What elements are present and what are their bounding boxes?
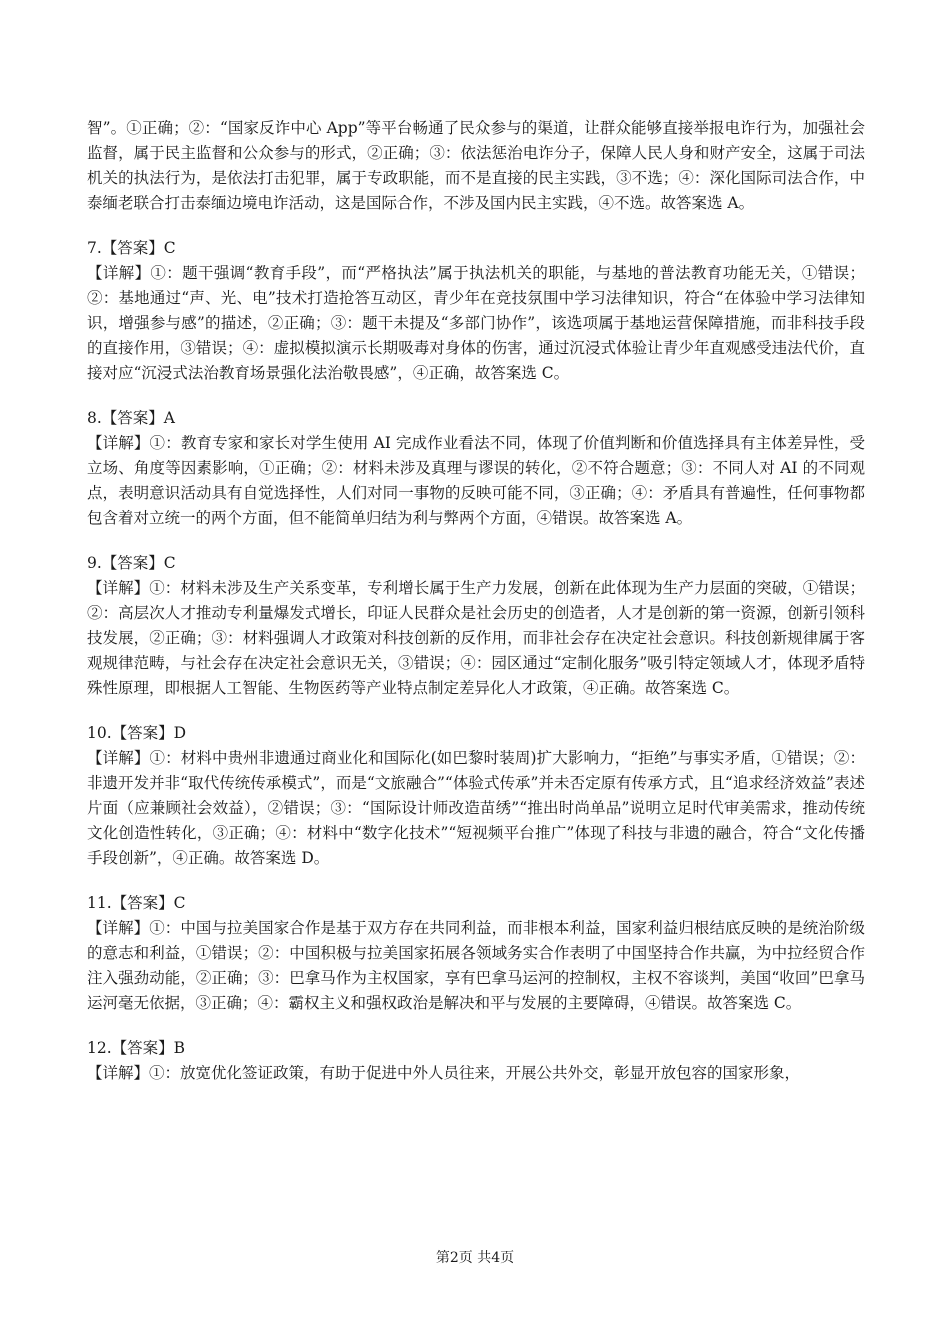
answer-block-9 — [87, 551, 865, 701]
answer-label: 9.【答案】C — [87, 554, 176, 572]
answer-label: 12.【答案】B — [87, 1039, 186, 1057]
answer-block-8 — [87, 406, 865, 531]
answer-label: 10.【答案】D — [87, 724, 187, 742]
answer-detail: 【详解】①：教育专家和家长对学生使用 AI 完成作业看法不同，体现了价值判断和价值选择具有主体差异性，受立场、角度等因素影响，①正确；②：材料未涉及真理与谬误的转化，②不符合题意；③：不同人对 AI 的不同观点，表明意识活动具有自觉选择性，人们对同一事物的反映可能不同，③正确；④：矛盾具有普遍性，任何事物都包含着对立统一的两个方面，但不能简单归结为利与弊两个方面，④错误。故答案选 A。 — [87, 434, 865, 527]
answer-label: 11.【答案】C — [87, 894, 186, 912]
answer-block-11 — [87, 891, 865, 1016]
answer-detail: 【详解】①：材料未涉及生产关系变革，专利增长属于生产力发展，创新在此体现为生产力层面的突破，①错误；②：高层次人才推动专利量爆发式增长，印证人民群众是社会历史的创造者，人才是创新的第一资源，创新引领科技发展，②正确；③：材料强调人才政策对科技创新的反作用，而非社会存在决定社会意识。科技创新规律属于客观规律范畴，与社会存在决定社会意识无关，③错误；④：园区通过“定制化服务”吸引特定领域人才，体现矛盾特殊性原理，即根据人工智能、生物医药等产业特点制定差异化人才政策，④正确。故答案选 C。 — [87, 579, 865, 697]
answer-block-10 — [87, 721, 865, 871]
answer-label: 8.【答案】A — [87, 409, 175, 427]
document-body — [87, 116, 865, 1086]
answer-block-12 — [87, 1036, 865, 1086]
answer-block-7 — [87, 236, 865, 386]
page-footer: 第2页 共4页 — [435, 1250, 515, 1266]
answer-detail: 【详解】①：中国与拉美国家合作是基于双方存在共同利益，而非根本利益，国家利益归根结底反映的是统治阶级的意志和利益，①错误；②：中国积极与拉美国家拓展各领域务实合作表明了中国坚持合作共赢，为中拉经贸合作注入强劲动能，②正确；③：巴拿马作为主权国家，享有巴拿马运河的控制权，主权不容谈判，美国“收回”巴拿马运河毫无依据，③正确；④：霸权主义和强权政治是解决和平与发展的主要障碍，④错误。故答案选 C。 — [87, 919, 865, 1012]
answer-detail: 【详解】①：题干强调“教育手段”，而“严格执法”属于执法机关的职能，与基地的普法教育功能无关，①错误；②：基地通过“声、光、电”技术打造抢答互动区，青少年在竞技氛围中学习法律知识，符合“在体验中学习法律知识，增强参与感”的描述，②正确；③：题干未提及“多部门协作”，该选项属于基地运营保障措施，而非科技手段的直接作用，③错误；④：虚拟模拟演示长期吸毒对身体的伤害，通过沉浸式体验让青少年直观感受违法代价，直接对应“沉浸式法治教育场景强化法治敬畏感”，④正确，故答案选 C。 — [87, 264, 865, 382]
answer-detail: 【详解】①：放宽优化签证政策，有助于促进中外人员往来，开展公共外交，彰显开放包容的国家形象， — [87, 1064, 801, 1082]
intro-paragraph: 智”。①正确；②：“国家反诈中心 App”等平台畅通了民众参与的渠道，让群众能够直接举报电诈行为，加强社会监督，属于民主监督和公众参与的形式，②正确；③：依法惩治电诈分子，保障人民人身和财产安全，这属于司法机关的执法行为，是依法打击犯罪，属于专政职能，而不是直接的民主实践，③不选；④：深化国际司法合作，中泰缅老联合打击泰缅边境电诈活动，这是国际合作，不涉及国内民主实践，④不选。故答案选 A。 — [87, 119, 865, 212]
answer-detail: 【详解】①：材料中贵州非遗通过商业化和国际化(如巴黎时装周)扩大影响力，“拒绝”与事实矛盾，①错误；②：非遗开发并非“取代传统传承模式”，而是“文旅融合”“体验式传承”并未否定原有传承方式，且“追求经济效益”表述片面（应兼顾社会效益），②错误；③：“国际设计师改造苗绣”“推出时尚单品”说明立足时代审美需求，推动传统文化创造性转化，③正确；④：材料中“数字化技术”“短视频平台推广”体现了科技与非遗的融合，符合“文化传播手段创新”，④正确。故答案选 D。 — [87, 749, 865, 867]
answer-label: 7.【答案】C — [87, 239, 176, 257]
